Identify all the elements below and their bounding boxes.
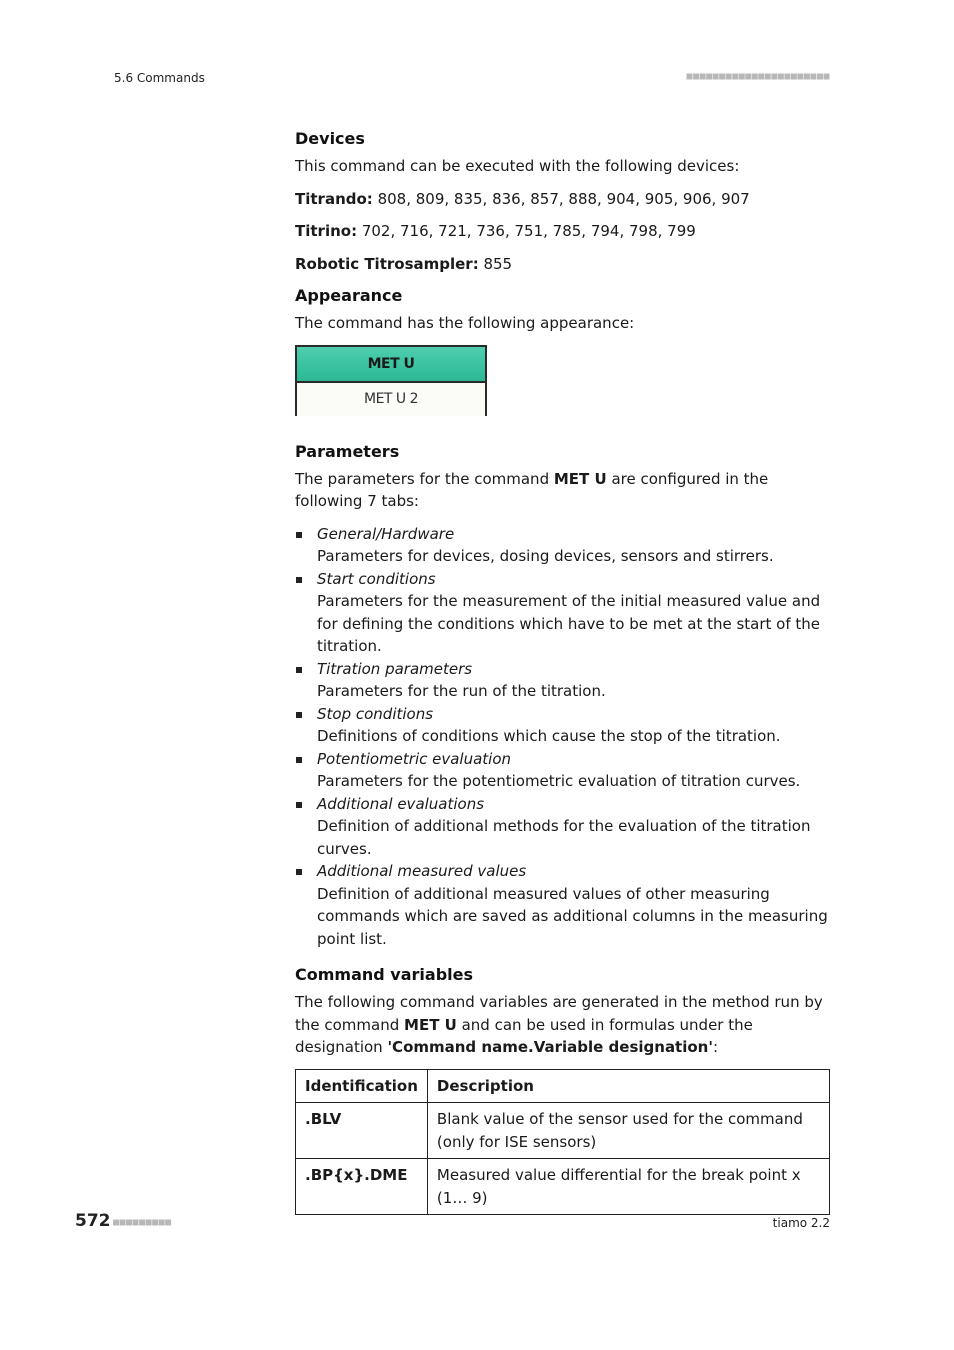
footer-decoration-dots: ■■■■■■■■■ (113, 1217, 172, 1228)
column-header-description: Description (427, 1069, 829, 1103)
tab-name: Additional measured values (317, 862, 527, 880)
tab-name: Additional evaluations (317, 794, 485, 813)
robotic-values: 855 (478, 254, 513, 273)
list-item (295, 703, 830, 748)
command-variables-intro (295, 991, 830, 1059)
list-item (295, 568, 830, 658)
parameters-intro-b: are configured in the following 7 tabs: (295, 469, 769, 510)
bullet-icon (296, 757, 302, 763)
list-item (295, 860, 830, 950)
tab-description: Definition of additional methods for the evaluation of the titration curves. (317, 817, 811, 858)
footer-product: tiamo 2.2 (772, 1216, 830, 1230)
table-header-row (296, 1069, 830, 1103)
devices-heading: Devices (295, 129, 365, 148)
page-content (295, 128, 830, 1215)
running-header-section: 5.6 Commands (114, 71, 205, 85)
command-variables-heading: Command variables (295, 965, 473, 984)
table-row (296, 1159, 830, 1215)
robotic-line (295, 253, 830, 276)
tab-name: Potentiometric evaluation (317, 749, 512, 768)
appearance-intro: The command has the following appearance: (295, 314, 635, 332)
devices-intro: This command can be executed with the following devices: (295, 157, 740, 175)
command-variables-table (295, 1069, 830, 1216)
cv-intro-command: MET U (404, 1015, 457, 1034)
bullet-icon (296, 667, 302, 673)
bullet-icon (296, 802, 302, 808)
cv-intro-c: : (712, 1038, 719, 1056)
tab-description: Definitions of conditions which cause the stop of the titration. (317, 727, 781, 745)
tab-description: Parameters for the measurement of the initial measured value and for defining the conditions which have to be met at the start of the titration. (317, 592, 821, 655)
titrino-line (295, 220, 830, 243)
titrino-label: Titrino: (295, 222, 358, 240)
tab-name: Titration parameters (317, 659, 473, 678)
variable-description: Blank value of the sensor used for the command (only for ISE sensors) (427, 1103, 829, 1159)
titrino-values: 702, 716, 721, 736, 751, 785, 794, 798, 799 (357, 222, 696, 240)
tab-description: Parameters for devices, dosing devices, sensors and stirrers. (317, 547, 774, 565)
list-item (295, 523, 830, 568)
cv-intro-b: and can be used in formulas under the designation (295, 1015, 753, 1056)
parameters-heading: Parameters (295, 441, 400, 461)
command-box-title: MET U (297, 347, 485, 383)
titrando-label: Titrando: (295, 189, 373, 208)
cv-designation: 'Command name.Variable designation' (387, 1038, 713, 1056)
bullet-icon (296, 532, 302, 538)
tab-name: Stop conditions (317, 704, 434, 723)
tab-name: Start conditions (317, 569, 436, 588)
header-decoration-dots: ■■■■■■■■■■■■■■■■■■■■■■ (686, 71, 830, 82)
parameters-intro (295, 468, 830, 513)
titrando-values: 808, 809, 835, 836, 857, 888, 904, 905, 906, 907 (372, 189, 750, 208)
parameters-intro-a: The parameters for the command (295, 469, 554, 488)
parameter-tabs-list (295, 523, 830, 951)
command-box-name: MET U 2 (297, 383, 485, 416)
tab-name: General/Hardware (317, 524, 455, 543)
bullet-icon (296, 712, 302, 718)
list-item (295, 658, 830, 703)
parameters-intro-command: MET U (553, 469, 607, 488)
bullet-icon (296, 577, 302, 583)
tab-description: Definition of additional measured values of other measuring commands which are saved as additional columns in the measuring point list. (317, 884, 828, 948)
list-item (295, 748, 830, 793)
cv-intro-a: The following command variables are generated in the method run by the command (295, 993, 823, 1034)
tab-description: Parameters for the run of the titration. (317, 682, 606, 700)
variable-identification: .BP{x}.DME (296, 1159, 428, 1215)
tab-description: Parameters for the potentiometric evaluation of titration curves. (317, 772, 801, 790)
titrando-line (295, 188, 830, 211)
robotic-label: Robotic Titrosampler: (295, 254, 479, 273)
page-number: 572 (75, 1211, 111, 1231)
appearance-heading: Appearance (295, 286, 403, 305)
variable-description: Measured value differential for the break point x (1… 9) (427, 1159, 829, 1215)
bullet-icon (296, 869, 302, 875)
variable-identification: .BLV (296, 1103, 428, 1159)
command-appearance-box (295, 345, 487, 416)
list-item (295, 793, 830, 861)
table-row (296, 1103, 830, 1159)
column-header-identification: Identification (296, 1069, 428, 1103)
